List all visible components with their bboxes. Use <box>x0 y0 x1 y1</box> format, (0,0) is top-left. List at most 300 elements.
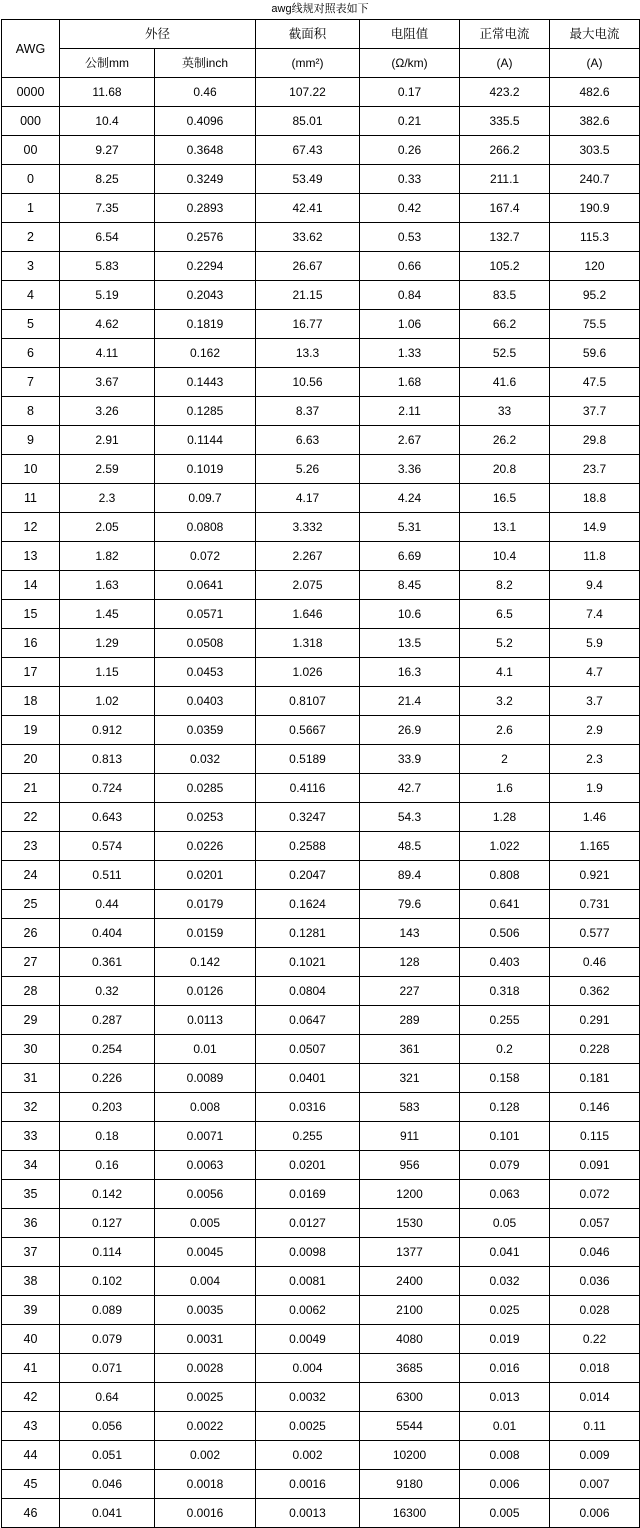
table-cell: 0.291 <box>550 1006 640 1035</box>
table-cell: 4.62 <box>60 310 155 339</box>
table-cell: 0.0063 <box>155 1151 256 1180</box>
table-cell: 303.5 <box>550 136 640 165</box>
table-cell: 0.53 <box>360 223 460 252</box>
table-cell: 66.2 <box>460 310 550 339</box>
table-cell: 4.1 <box>460 658 550 687</box>
table-cell: 0.036 <box>550 1267 640 1296</box>
cell-awg: 00 <box>2 136 60 165</box>
table-row <box>2 78 640 107</box>
table-cell: 0.041 <box>60 1499 155 1528</box>
header-sub-metric-mm: 公制mm <box>60 49 155 78</box>
table-cell: 0.089 <box>60 1296 155 1325</box>
table-row <box>2 1209 640 1238</box>
cell-awg: 32 <box>2 1093 60 1122</box>
table-cell: 0.056 <box>60 1412 155 1441</box>
table-cell: 0.0089 <box>155 1064 256 1093</box>
table-cell: 0.16 <box>60 1151 155 1180</box>
table-row <box>2 136 640 165</box>
table-cell: 9.27 <box>60 136 155 165</box>
table-cell: 289 <box>360 1006 460 1035</box>
table-cell: 0.158 <box>460 1064 550 1093</box>
cell-awg: 29 <box>2 1006 60 1035</box>
table-cell: 0.019 <box>460 1325 550 1354</box>
table-cell: 0.254 <box>60 1035 155 1064</box>
table-cell: 0.5189 <box>256 745 360 774</box>
table-cell: 0.0016 <box>155 1499 256 1528</box>
table-cell: 0.008 <box>155 1093 256 1122</box>
table-cell: 0.404 <box>60 919 155 948</box>
table-cell: 0.808 <box>460 861 550 890</box>
cell-awg: 000 <box>2 107 60 136</box>
table-cell: 1200 <box>360 1180 460 1209</box>
table-cell: 16.3 <box>360 658 460 687</box>
table-cell: 1.026 <box>256 658 360 687</box>
cell-awg: 37 <box>2 1238 60 1267</box>
table-row <box>2 1122 640 1151</box>
table-row <box>2 107 640 136</box>
table-cell: 0.26 <box>360 136 460 165</box>
table-cell: 54.3 <box>360 803 460 832</box>
table-cell: 89.4 <box>360 861 460 890</box>
table-cell: 5.31 <box>360 513 460 542</box>
table-cell: 5.83 <box>60 252 155 281</box>
table-cell: 0.1624 <box>256 890 360 919</box>
table-cell: 0.22 <box>550 1325 640 1354</box>
table-cell: 0.002 <box>155 1441 256 1470</box>
table-row <box>2 1354 640 1383</box>
table-row <box>2 455 640 484</box>
table-cell: 120 <box>550 252 640 281</box>
cell-awg: 39 <box>2 1296 60 1325</box>
header-group-max-current: 最大电流 <box>550 20 640 49</box>
table-cell: 0.2043 <box>155 281 256 310</box>
table-row <box>2 687 640 716</box>
table-cell: 5.2 <box>460 629 550 658</box>
cell-awg: 19 <box>2 716 60 745</box>
table-cell: 0.643 <box>60 803 155 832</box>
table-row <box>2 484 640 513</box>
table-cell: 0.1281 <box>256 919 360 948</box>
table-cell: 0.318 <box>460 977 550 1006</box>
table-cell: 75.5 <box>550 310 640 339</box>
table-cell: 33.9 <box>360 745 460 774</box>
table-cell: 21.4 <box>360 687 460 716</box>
table-cell: 0.0804 <box>256 977 360 1006</box>
table-cell: 0.3249 <box>155 165 256 194</box>
table-cell: 0.101 <box>460 1122 550 1151</box>
table-cell: 0.079 <box>460 1151 550 1180</box>
table-cell: 0.025 <box>460 1296 550 1325</box>
table-cell: 0.09.7 <box>155 484 256 513</box>
table-cell: 0.0507 <box>256 1035 360 1064</box>
table-cell: 0.0018 <box>155 1470 256 1499</box>
table-row <box>2 310 640 339</box>
table-row <box>2 629 640 658</box>
table-cell: 0.091 <box>550 1151 640 1180</box>
table-cell: 132.7 <box>460 223 550 252</box>
table-cell: 6.69 <box>360 542 460 571</box>
table-cell: 0.063 <box>460 1180 550 1209</box>
table-row <box>2 281 640 310</box>
table-cell: 0.1443 <box>155 368 256 397</box>
table-cell: 2.67 <box>360 426 460 455</box>
table-cell: 0.0316 <box>256 1093 360 1122</box>
table-cell: 0.007 <box>550 1470 640 1499</box>
table-cell: 0.1819 <box>155 310 256 339</box>
table-cell: 0.506 <box>460 919 550 948</box>
cell-awg: 13 <box>2 542 60 571</box>
table-cell: 240.7 <box>550 165 640 194</box>
table-cell: 8.2 <box>460 571 550 600</box>
table-cell: 42.7 <box>360 774 460 803</box>
table-cell: 0.0403 <box>155 687 256 716</box>
table-cell: 3.7 <box>550 687 640 716</box>
cell-awg: 43 <box>2 1412 60 1441</box>
header-group-normal-current: 正常电流 <box>460 20 550 49</box>
table-cell: 2.3 <box>550 745 640 774</box>
table-cell: 0.142 <box>60 1180 155 1209</box>
table-cell: 0.0571 <box>155 600 256 629</box>
table-cell: 0.0159 <box>155 919 256 948</box>
header-sub-imperial-inch: 英制inch <box>155 49 256 78</box>
table-cell: 1.15 <box>60 658 155 687</box>
table-cell: 0.813 <box>60 745 155 774</box>
table-cell: 0.2588 <box>256 832 360 861</box>
table-cell: 0.008 <box>460 1441 550 1470</box>
header-sub-normal-current-unit: (A) <box>460 49 550 78</box>
table-row <box>2 1006 640 1035</box>
table-row <box>2 542 640 571</box>
table-row <box>2 658 640 687</box>
table-cell: 0.114 <box>60 1238 155 1267</box>
table-cell: 52.5 <box>460 339 550 368</box>
table-cell: 167.4 <box>460 194 550 223</box>
table-cell: 0.226 <box>60 1064 155 1093</box>
table-cell: 0.1019 <box>155 455 256 484</box>
table-cell: 0.002 <box>256 1441 360 1470</box>
table-cell: 5544 <box>360 1412 460 1441</box>
table-row <box>2 948 640 977</box>
cell-awg: 31 <box>2 1064 60 1093</box>
table-cell: 0.0641 <box>155 571 256 600</box>
table-cell: 0.014 <box>550 1383 640 1412</box>
table-cell: 0.0508 <box>155 629 256 658</box>
table-cell: 59.6 <box>550 339 640 368</box>
table-cell: 911 <box>360 1122 460 1151</box>
table-cell: 583 <box>360 1093 460 1122</box>
table-cell: 335.5 <box>460 107 550 136</box>
table-cell: 4.7 <box>550 658 640 687</box>
table-cell: 0.641 <box>460 890 550 919</box>
table-cell: 4080 <box>360 1325 460 1354</box>
table-cell: 266.2 <box>460 136 550 165</box>
table-cell: 0.0081 <box>256 1267 360 1296</box>
table-cell: 0.0253 <box>155 803 256 832</box>
table-cell: 0.079 <box>60 1325 155 1354</box>
table-cell: 2.91 <box>60 426 155 455</box>
table-cell: 79.6 <box>360 890 460 919</box>
table-cell: 0.005 <box>460 1499 550 1528</box>
table-cell: 3.332 <box>256 513 360 542</box>
table-cell: 7.35 <box>60 194 155 223</box>
table-cell: 2.11 <box>360 397 460 426</box>
table-cell: 211.1 <box>460 165 550 194</box>
table-cell: 0.17 <box>360 78 460 107</box>
table-cell: 0.0201 <box>256 1151 360 1180</box>
table-cell: 4.11 <box>60 339 155 368</box>
table-cell: 1.63 <box>60 571 155 600</box>
cell-awg: 0 <box>2 165 60 194</box>
table-cell: 0.44 <box>60 890 155 919</box>
table-cell: 423.2 <box>460 78 550 107</box>
table-cell: 382.6 <box>550 107 640 136</box>
table-cell: 0.0045 <box>155 1238 256 1267</box>
table-cell: 0.11 <box>550 1412 640 1441</box>
table-cell: 1.28 <box>460 803 550 832</box>
table-cell: 2 <box>460 745 550 774</box>
table-cell: 2.6 <box>460 716 550 745</box>
table-cell: 0.8107 <box>256 687 360 716</box>
table-cell: 0.005 <box>155 1209 256 1238</box>
table-cell: 5.26 <box>256 455 360 484</box>
cell-awg: 17 <box>2 658 60 687</box>
table-cell: 10.56 <box>256 368 360 397</box>
table-cell: 0.018 <box>550 1354 640 1383</box>
header-sub-resistance-unit: (Ω/km) <box>360 49 460 78</box>
cell-awg: 21 <box>2 774 60 803</box>
table-cell: 95.2 <box>550 281 640 310</box>
table-cell: 0.403 <box>460 948 550 977</box>
table-cell: 190.9 <box>550 194 640 223</box>
cell-awg: 3 <box>2 252 60 281</box>
table-cell: 0.0169 <box>256 1180 360 1209</box>
cell-awg: 45 <box>2 1470 60 1499</box>
table-row <box>2 513 640 542</box>
table-row <box>2 1035 640 1064</box>
table-row <box>2 861 640 890</box>
table-cell: 0.041 <box>460 1238 550 1267</box>
table-cell: 0.724 <box>60 774 155 803</box>
cell-awg: 18 <box>2 687 60 716</box>
cell-awg: 11 <box>2 484 60 513</box>
table-cell: 0.102 <box>60 1267 155 1296</box>
table-cell: 0.032 <box>460 1267 550 1296</box>
cell-awg: 12 <box>2 513 60 542</box>
table-cell: 0.0179 <box>155 890 256 919</box>
table-cell: 13.3 <box>256 339 360 368</box>
table-cell: 0.0808 <box>155 513 256 542</box>
table-cell: 1530 <box>360 1209 460 1238</box>
header-row-groups <box>2 20 640 49</box>
table-cell: 0.574 <box>60 832 155 861</box>
table-row <box>2 803 640 832</box>
table-row <box>2 223 640 252</box>
table-row <box>2 1499 640 1528</box>
table-cell: 9.4 <box>550 571 640 600</box>
table-row <box>2 165 640 194</box>
table-row <box>2 919 640 948</box>
table-cell: 2.075 <box>256 571 360 600</box>
table-cell: 0.1144 <box>155 426 256 455</box>
table-cell: 0.203 <box>60 1093 155 1122</box>
table-row <box>2 1151 640 1180</box>
table-cell: 0.46 <box>550 948 640 977</box>
table-cell: 0.0098 <box>256 1238 360 1267</box>
table-cell: 0.051 <box>60 1441 155 1470</box>
table-cell: 0.006 <box>460 1470 550 1499</box>
table-cell: 0.255 <box>460 1006 550 1035</box>
table-row <box>2 571 640 600</box>
table-cell: 10.4 <box>60 107 155 136</box>
awg-table <box>1 19 640 1528</box>
table-row <box>2 745 640 774</box>
table-cell: 2.267 <box>256 542 360 571</box>
cell-awg: 22 <box>2 803 60 832</box>
table-cell: 0.2294 <box>155 252 256 281</box>
table-cell: 0.4116 <box>256 774 360 803</box>
table-row <box>2 1238 640 1267</box>
header-row-sub <box>2 49 640 78</box>
table-cell: 0.01 <box>460 1412 550 1441</box>
cell-awg: 41 <box>2 1354 60 1383</box>
cell-awg: 4 <box>2 281 60 310</box>
table-cell: 0.013 <box>460 1383 550 1412</box>
cell-awg: 14 <box>2 571 60 600</box>
cell-awg: 27 <box>2 948 60 977</box>
table-cell: 361 <box>360 1035 460 1064</box>
table-cell: 20.8 <box>460 455 550 484</box>
table-cell: 0.0013 <box>256 1499 360 1528</box>
table-cell: 0.2 <box>460 1035 550 1064</box>
table-cell: 128 <box>360 948 460 977</box>
table-cell: 16.5 <box>460 484 550 513</box>
table-cell: 14.9 <box>550 513 640 542</box>
table-cell: 1.06 <box>360 310 460 339</box>
table-cell: 4.24 <box>360 484 460 513</box>
table-cell: 0.0113 <box>155 1006 256 1035</box>
header-awg: AWG <box>2 20 60 78</box>
table-cell: 29.8 <box>550 426 640 455</box>
table-cell: 0.3648 <box>155 136 256 165</box>
header-group-resistance: 电阻值 <box>360 20 460 49</box>
table-cell: 10.4 <box>460 542 550 571</box>
cell-awg: 23 <box>2 832 60 861</box>
table-cell: 1.022 <box>460 832 550 861</box>
cell-awg: 10 <box>2 455 60 484</box>
table-cell: 1.29 <box>60 629 155 658</box>
table-cell: 0.0071 <box>155 1122 256 1151</box>
table-row <box>2 890 640 919</box>
table-cell: 10200 <box>360 1441 460 1470</box>
cell-awg: 35 <box>2 1180 60 1209</box>
table-cell: 6300 <box>360 1383 460 1412</box>
table-cell: 1.68 <box>360 368 460 397</box>
cell-awg: 24 <box>2 861 60 890</box>
table-cell: 0.0126 <box>155 977 256 1006</box>
table-cell: 26.67 <box>256 252 360 281</box>
table-cell: 6.5 <box>460 600 550 629</box>
table-cell: 26.2 <box>460 426 550 455</box>
table-cell: 0.0022 <box>155 1412 256 1441</box>
table-cell: 9180 <box>360 1470 460 1499</box>
table-cell: 0.0647 <box>256 1006 360 1035</box>
table-cell: 0.0401 <box>256 1064 360 1093</box>
table-cell: 0.0201 <box>155 861 256 890</box>
table-cell: 6.63 <box>256 426 360 455</box>
table-cell: 4.17 <box>256 484 360 513</box>
cell-awg: 7 <box>2 368 60 397</box>
cell-awg: 28 <box>2 977 60 1006</box>
table-cell: 0.912 <box>60 716 155 745</box>
table-cell: 0.255 <box>256 1122 360 1151</box>
table-cell: 2.3 <box>60 484 155 513</box>
table-row <box>2 339 640 368</box>
table-row <box>2 716 640 745</box>
table-row <box>2 1383 640 1412</box>
table-cell: 0.009 <box>550 1441 640 1470</box>
table-row <box>2 1325 640 1354</box>
table-cell: 0.0025 <box>155 1383 256 1412</box>
table-cell: 0.0025 <box>256 1412 360 1441</box>
cell-awg: 42 <box>2 1383 60 1412</box>
table-cell: 0.146 <box>550 1093 640 1122</box>
table-cell: 143 <box>360 919 460 948</box>
table-cell: 0.0028 <box>155 1354 256 1383</box>
table-row <box>2 1412 640 1441</box>
table-cell: 1.45 <box>60 600 155 629</box>
table-cell: 0.115 <box>550 1122 640 1151</box>
table-cell: 33.62 <box>256 223 360 252</box>
cell-awg: 33 <box>2 1122 60 1151</box>
table-cell: 0.0016 <box>256 1470 360 1499</box>
table-cell: 3.36 <box>360 455 460 484</box>
table-row <box>2 1267 640 1296</box>
table-cell: 5.19 <box>60 281 155 310</box>
table-cell: 33 <box>460 397 550 426</box>
table-row <box>2 368 640 397</box>
table-cell: 0.05 <box>460 1209 550 1238</box>
cell-awg: 1 <box>2 194 60 223</box>
cell-awg: 2 <box>2 223 60 252</box>
table-cell: 1.6 <box>460 774 550 803</box>
table-cell: 1.646 <box>256 600 360 629</box>
table-cell: 0.2047 <box>256 861 360 890</box>
table-cell: 1.82 <box>60 542 155 571</box>
table-cell: 0.21 <box>360 107 460 136</box>
table-cell: 3.2 <box>460 687 550 716</box>
table-cell: 321 <box>360 1064 460 1093</box>
table-cell: 0.127 <box>60 1209 155 1238</box>
table-header <box>2 20 640 78</box>
table-cell: 16.77 <box>256 310 360 339</box>
header-group-outer-diameter: 外径 <box>60 20 256 49</box>
table-cell: 83.5 <box>460 281 550 310</box>
table-row <box>2 1180 640 1209</box>
table-cell: 47.5 <box>550 368 640 397</box>
table-row <box>2 1470 640 1499</box>
table-cell: 8.45 <box>360 571 460 600</box>
table-cell: 1.02 <box>60 687 155 716</box>
table-cell: 0.046 <box>550 1238 640 1267</box>
table-cell: 10.6 <box>360 600 460 629</box>
table-cell: 21.15 <box>256 281 360 310</box>
cell-awg: 16 <box>2 629 60 658</box>
header-group-cross-section: 截面积 <box>256 20 360 49</box>
table-cell: 13.1 <box>460 513 550 542</box>
table-cell: 0.361 <box>60 948 155 977</box>
table-cell: 0.071 <box>60 1354 155 1383</box>
cell-awg: 26 <box>2 919 60 948</box>
